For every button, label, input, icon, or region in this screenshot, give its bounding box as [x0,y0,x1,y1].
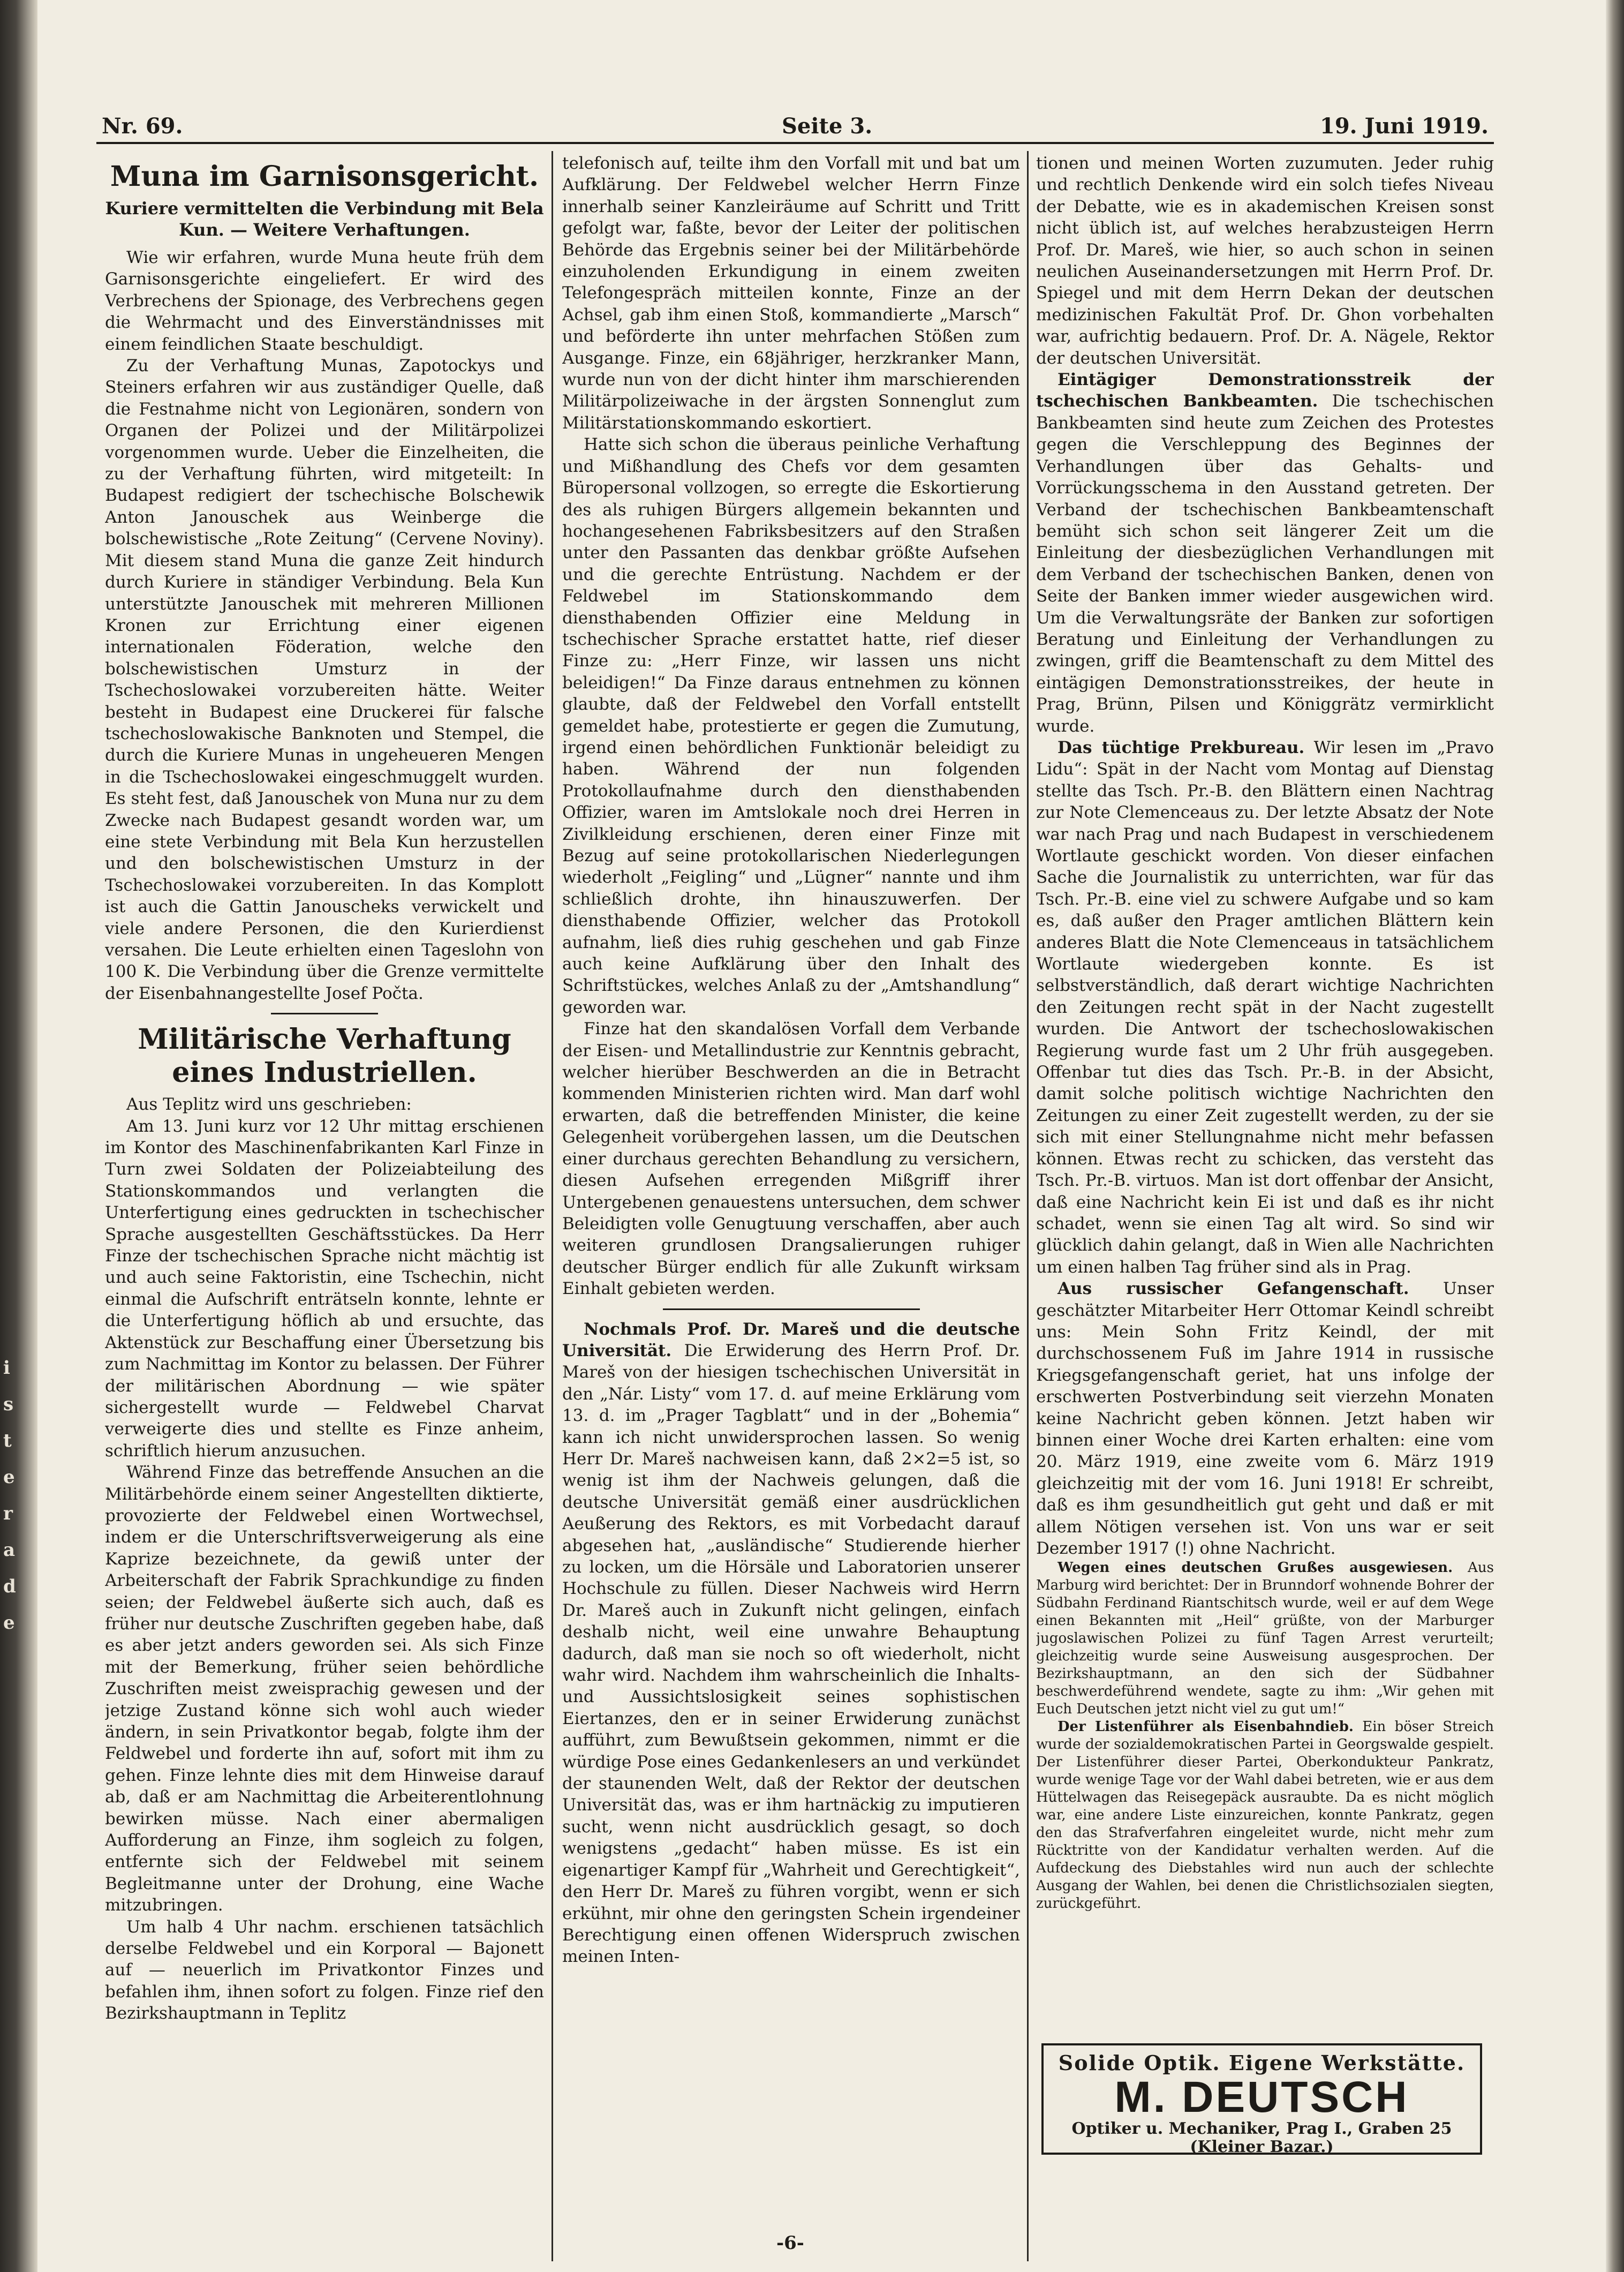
article-paragraph: Aus Teplitz wird uns geschrieben: [126,1095,412,1115]
article-title: Militärische Verhaftung eines Industriellen. [138,1023,511,1089]
article-title-inline: Der Listenführer als Eisenbahndieb. [1058,1719,1354,1735]
article-paragraph [1036,1559,1494,1718]
article-paragraph: Zu der Verhaftung Munas, Zapotockys und Steiners erfahren wir aus zuständiger Quelle, daß die Festnahme nicht von Legionären, sondern von Organen der Polizei und der Militärpolizei vorgenommen wurde. Ueber die Einzelheiten, die zu der Verhaftung führten, wird mitgeteilt: In Budapest redigiert der tschechische Bolschewik Anton Janouschek aus Weinberge die bolschewistische „Rote Zeitung“ (Cervene Noviny). Mit diesem stand Muna die ganze Zeit hindurch durch Kuriere in ständiger Verbindung. Bela Kun unterstützte Janouschek mit mehreren Millionen Kronen zur Errichtung einer eigenen internationalen Föderation, welche den bolschewistischen Umsturz in der Tschechoslowakei vorzubereiten hätte. Weiter besteht in Budapest eine Druckerei für falsche tschechoslowakische Banknoten und Stempel, die durch die Kuriere Munas in ungeheueren Mengen in die Tschechoslowakei eingeschmuggelt wurden. Es steht fest, daß Janouschek von Muna nur zu dem Zwecke nach Budapest gesandt worden war, um eine stete Verbindung mit Bela Kun herzustellen und den bolschewistischen Umsturz in der Tschechoslowakei vorzubereiten. In das Komplott ist auch die Gattin Janouscheks verwickelt und viele andere Personen, die den Kurierdienst versahen. Die Leute erhielten einen Tageslohn von 100 K. Die Verbindung über die Grenze vermittelte der Eisenbahnangestellte Josef Počta. [105,356,544,1003]
advertisement-box [1041,2043,1482,2155]
article-title-inline: Das tüchtige Prekbureau. [1058,738,1305,757]
article-paragraph [1036,1278,1494,1559]
margin-letter: s [3,1394,14,1415]
column-3 [1036,153,1494,2204]
margin-letter: e [3,1466,15,1488]
article-separator [271,1013,378,1014]
article-text: Wir lesen im „Pravo Lidu“: Spät in der Nacht vom Montag auf Dienstag stellte das Tsch. Pr.-B. den Blättern einen Nachtrag zur Note Clemenceaus zu. Der letzte Absatz der Note war nach Prag und nach Budapest in verschiedenem Wortlaute geschickt worden. Von dieser einfachen Sache die Journalistik zu unterrichten, war für das Tsch. Pr.-B. eine viel zu schwere Aufgabe und so kam es, daß außer den Prager amtlichen Blättern kein anderes Blatt die Note Clemenceaus in tatsächlichem Wortlaute wiedergeben konnte. Es ist selbstverständlich, daß derart wichtige Nachrichten den Zeitungen recht spät in der Nacht zugestellt wurden. Die Antwort der tschechoslowakischen Regierung wurde fast um 2 Uhr früh ausgegeben. Offenbar tut dies das Tsch. Pr.-B. in der Absicht, damit solche politisch wichtige Nachrichten den Zeitungen zu einer Zeit zugestellt werden, zu der sie sich mit einer Stellungnahme nicht mehr befassen können. Etwas recht zu schicken, das versteht das Tsch. Pr.-B. virtuos. Man ist dort offenbar der Ansicht, daß eine Nachricht kein Ei ist und daß es ihr nicht schadet, wenn sie einen Tag alt wird. So sind wir glücklich dahin gelangt, daß in Wien alle Nachrichten um einen halben Tag früher sind als in Prag. [1036,738,1494,1277]
article-paragraph [1036,1718,1494,1913]
margin-letter: d [3,1576,16,1597]
article-subtitle: Kuriere vermittelten die Verbindung mit Bela Kun. — Weitere Verhaftungen. [105,198,544,240]
margin-letter: r [3,1503,13,1524]
article-paragraph [1036,737,1494,1278]
article-title: Muna im Garnisonsgericht. [110,160,539,193]
issue-number: Nr. 69. [102,114,183,139]
article-paragraph: Hatte sich schon die überaus peinliche Verhaftung und Mißhandlung des Chefs vor dem gesamten Büropersonal vollzogen, so erregte die Eskortierung des als ruhigen Bürgers allgemein bekannten und hochangesehenen Fabriksbesitzers auf den Straßen unter den Passanten das denkbar größte Aufsehen und die gerechte Entrüstung. Nachdem er der Feldwebel im Stationskommando dem diensthabenden Offizier eine Meldung in tschechischer Sprache erstattet hatte, rief dieser Finze zu: „Herr Finze, wir lassen uns nicht beleidigen!“ Da Finze daraus entnehmen zu können glaubte, daß der Feldwebel den Vorfall entstellt gemeldet habe, protestierte er gegen die Zumutung, irgend einen behördlichen Funktionär beleidigt zu haben. Während der nun folgenden Protokollaufnahme durch den diensthabenden Offizier, waren im Amtslokale noch drei Herren in Zivilkleidung erschienen, deren einer Finze mit Bezug auf seine protokollarischen Niederlegungen wiederholt „Feigling“ und „Lügner“ nannte und ihm schließlich drohte, ihn hinauszuwerfen. Der diensthabende Offizier, welcher das Protokoll aufnahm, ließ dies ruhig geschehen und gab Finze auch keine Aufklärung über den Inhalt des Schriftstückes, welches Anlaß zu der „Amtshandlung“ geworden war. [562,435,1020,1017]
article-paragraph: Um halb 4 Uhr nachm. erschienen tatsächlich derselbe Feldwebel und ein Korporal — Bajonett auf — neuerlich im Privatkontor Finzes und befahlen ihm, ihnen sofort zu folgen. Finze rief den Bezirkshauptmann in Teplitz [105,1917,544,2023]
ad-address-note: (Kleiner Bazar.) [1190,2138,1334,2156]
article-paragraph: tionen und meinen Worten zuzumuten. Jeder ruhig und rechtlich Denkende wird ein solch tiefes Niveau der Debatte, wie es in akademischen Kreisen sonst nicht üblich ist, auf welches herabzusteigen Herrn Prof. Dr. Mareš, wie hier, so auch schon in seinen neulichen Auseinandersetzungen mit Herrn Prof. Dr. Spiegel und mit dem Herrn Dekan der deutschen medizinischen Fakultät Prof. Dr. Ghon vorbehalten war, aufrichtig bedauern. Prof. Dr. A. Nägele, Rektor der deutschen Universität. [1036,154,1494,368]
article-title-inline: Nochmals Prof. Dr. Mareš und die deutsche Universität. [562,1319,1020,1360]
column-rule [552,151,553,2261]
article-paragraph: Finze hat den skandalösen Vorfall dem Verbande der Eisen- und Metallindustrie zur Kenntnis gebracht, welcher hierüber Beschwerden an die in Betracht kommenden Ministerien richten wird. Man darf wohl erwarten, daß die betreffenden Minister, die keine Gelegenheit vorübergehen lassen, um die Deutschen einer durchaus gerechten Behandlung zu versichern, diesen Aufsehen erregenden Mißgriff ihrer Untergebenen genauestens untersuchen, dem schwer Beleidigten volle Genugtuung verschaffen, aber auch weiteren grundlosen Drangsalierungen ruhiger deutscher Bürger endlich für alle Zukunft wirksam Einhalt gebieten werden. [562,1019,1020,1299]
margin-letters [3,1350,25,1641]
column-rule [1027,151,1029,2261]
margin-letter: a [3,1539,16,1561]
article-title-inline: Wegen eines deutschen Grußes ausgewiesen. [1058,1560,1453,1576]
column-2 [562,153,1020,2204]
margin-letter: i [3,1357,10,1379]
article-paragraph [1036,369,1494,737]
article-text: Ein böser Streich wurde der sozialdemokratischen Partei in Georgswalde gespielt. Der Listenführer dieser Partei, Oberkondukteur Pankratz, wurde wenige Tage vor der Wahl dabei betreten, wie er aus dem Hüttelwagen das Reisegepäck ausraubte. Da es nicht möglich war, eine andere Liste einzureichen, konnte Pankratz, gegen den das Strafverfahren eingeleitet wurde, nicht mehr zum Rücktritte von der Kandidatur verhalten werden. Auf die Aufdeckung des Diebstahles wird nun auch der schlechte Ausgang der Wahlen, bei denen die Christlichsozialen siegten, zurückgeführt. [1036,1719,1494,1912]
article-text: Aus Marburg wird berichtet: Der in Brunndorf wohnende Bohrer der Südbahn Ferdinand Riantschitsch wurde, weil er auf dem Wege einen Bekannten mit „Heil“ grüßte, von der Marburger jugoslawischen Polizei zu fünf Tagen Arrest verurteilt; gleichzeitig wurde seine Ausweisung ausgesprochen. Der Bezirkshauptmann, an den sich der Südbahner beschwerdeführend wendete, sagte zu ihm: „Wir gehen mit Euch Deutschen jetzt nicht viel zu gut um!“ [1036,1560,1494,1718]
ad-company-name: M. DEUTSCH [1114,2073,1409,2121]
article-text: Die tschechischen Bankbeamten sind heute zum Zeichen des Protestes gegen die Verschleppung des Beginnes der Verhandlungen über das Gehalts- und Vorrückungsschema in den Ausstand getreten. Der Verband der tschechischen Bankbeamtenschaft bemüht sich schon seit längerer Zeit um die Einleitung der diesbezüglichen Verhandlungen mit dem Verband der tschechischen Banken, denen von Seite der Banken immer wieder ausgewichen wird. Um die Verwaltungsräte der Banken zur sofortigen Beratung und Einleitung der Verhandlungen zu zwingen, griff die Beamtenschaft zu dem Mittel des eintägigen Demonstrationsstreikes, der heute in Prag, Brünn, Pilsen und Königgrätz vermirklicht wurde. [1036,392,1494,736]
page-footer-mark: -6- [776,2232,804,2254]
page-edge-right [1606,0,1624,2272]
article-paragraph [562,1319,1020,1968]
margin-letter: t [3,1430,12,1451]
margin-letter: e [3,1612,15,1634]
article-text: Unser geschätzter Mitarbeiter Herr Ottomar Keindl schreibt uns: Mein Sohn Fritz Keindl, der mit durchschossenem Fuß im Jahre 1914 in russische Kriegsgefangenschaft geriet, hat uns infolge der erschwerten Postverbindung seit vierzehn Monaten keine Nachricht geben können. Jetzt haben wir binnen einer Woche drei Karten erhalten: eine vom 20. März 1919, eine zweite vom 6. März 1919 gleichzeitig mit der vom 16. Juni 1918! Er schreibt, daß es ihm gesundheitlich gut geht und daß er mit allem Nötigen versehen ist. Von uns war er seit Dezember 1917 (!) ohne Nachricht. [1036,1279,1494,1558]
issue-date: 19. Juni 1919. [1320,114,1489,139]
article-title-inline: Eintägiger Demonstrationsstreik der tschechischen Bankbeamten. [1036,370,1494,411]
ad-tagline: Solide Optik. Eigene Werkstätte. [1058,2051,1466,2075]
article-paragraph: Am 13. Juni kurz vor 12 Uhr mittag erschienen im Kontor des Maschinenfabrikanten Karl Finze in Turn zwei Soldaten der Polizeiabteilung des Stationskommandos und verlangten die Unterfertigung eines gedruckten in tschechischer Sprache ausgestellten Geschäftsstückes. Da Herr Finze der tschechischen Sprache nicht mächtig ist und auch seine Faktoristin, eine Tschechin, nicht einmal die Aufschrift enträtseln konnte, lehnte er die Unterfertigung höflich ab und ersuchte, das Aktenstück zur Beschaffung einer Übersetzung bis zum Nachmittag im Kontor zu belassen. Der Führer der militärischen Abordnung — wie später sichergestellt wurde — Feldwebel Charvat verweigerte dies und stellte es Finze anheim, schriftlich hierum anzusuchen. [105,1116,544,1461]
page-number: Seite 3. [782,114,873,139]
article-paragraph: Wie wir erfahren, wurde Muna heute früh dem Garnisonsgerichte eingeliefert. Er wird des Verbrechens der Spionage, des Verbrechens gegen die Wehrmacht und des Einverständnisses mit einem feindlichen Staate beschuldigt. [105,248,544,354]
header-rule [96,142,1494,144]
ad-address: Optiker u. Mechaniker, Prag I., Graben 25 [1071,2119,1452,2138]
article-paragraph: telefonisch auf, teilte ihm den Vorfall mit und bat um Aufklärung. Der Feldwebel welcher Herrn Finze innerhalb seiner Kanzleiräume auf Schritt und Tritt gefolgt war, faßte, bevor der Leiter der politischen Behörde das Ergebnis seiner bei der Militärbehörde einzuholenden Erkundigung in einem zweiten Telefongespräch mitteilen konnte, Finze an der Achsel, gab ihm einen Stoß, kommandierte „Marsch“ und beförderte ihn unter mehrfachen Stößen zum Ausgange. Finze, ein 68jähriger, herzkranker Mann, wurde nun von der dicht hinter ihm marschierenden Militärpolizeiwache in der ärgsten Sonnenglut zum Militärstationskommando eskortiert. [562,154,1020,433]
article-text: Die Erwiderung des Herrn Prof. Dr. Mareš von der hiesigen tschechischen Universität in den „Nár. Listy“ vom 17. d. auf meine Erklärung vom 13. d. im „Prager Tagblatt“ und in der „Bohemia“ kann ich nicht unwidersprochen lassen. So wenig Herr Dr. Mareš nachweisen kann, daß 2×2=5 ist, so wenig ist ihm der Nachweis gelungen, daß die deutsche Universität gemäß einer ausdrücklichen Aeußerung des Rektors, es mit Vorbedacht darauf abgesehen hat, „ausländische“ Studierende hierher zu locken, um die Hörsäle und Laboratorien unserer Hochschule zu füllen. Dieser Nachweis wird Herrn Dr. Mareš auch in Zukunft nicht gelingen, einfach deshalb nicht, weil eine unwahre Behauptung dadurch, daß man sie noch so oft wiederholt, nicht wahr wird. Nachdem ihm wahrscheinlich die Inhalts- und Aussichtslosigkeit seines sophistischen Eiertanzes, den er in seiner Erwiderung zunächst aufführt, zum Bewußtsein gekommen, nimmt er die würdige Pose eines Gedankenlesers an und verkündet der staunenden Welt, daß der Rektor der deutschen Universität das, was er ihm hartnäckig zu imputieren sucht, wenn nicht ausdrücklich gesagt, so doch wenigstens „gedacht“ haben müsse. Es ist ein eigenartiger Kampf für „Wahrheit und Gerechtigkeit“, den Herr Dr. Mareš zu führen vorgibt, wenn er sich erkühnt, mir ohne den geringsten Schein irgendeiner Berechtigung einen offenen Widerspruch zwischen meinen Inten- [562,1341,1020,1967]
column-1 [105,153,544,2204]
article-paragraph: Während Finze das betreffende Ansuchen an die Militärbehörde einem seiner Angestellten diktierte, provozierte der Feldwebel einen Wortwechsel, indem er die Unterschriftsverweigerung als eine Kaprize bezeichnete, da gewiß unter der Arbeiterschaft der Fabrik Sprachkundige zu finden seien; der Feldwebel äußerte sich auch, daß es früher nur deutsche Zuschriften gegeben habe, daß es aber jetzt anders geworden sei. Als sich Finze mit der Bemerkung, früher seien behördliche Zuschriften meist zweisprachig gewesen und der jetzige Zustand könne sich wohl auch wieder ändern, in sein Privatkontor begab, folgte ihm der Feldwebel und forderte ihn auf, sofort mit ihm zu gehen. Finze lehnte dies mit dem Hinweise darauf ab, daß er am Nachmittag die Arbeiterentlohnung bewirken müsse. Nach einer abermaligen Aufforderung an Finze, ihm sogleich zu folgen, entfernte sich der Feldwebel mit seinem Begleitmanne unter der Drohung, eine Wache mitzubringen. [105,1463,544,1915]
article-separator [663,1308,920,1310]
page-edge-left [0,0,37,2272]
article-title-inline: Aus russischer Gefangenschaft. [1058,1279,1409,1299]
